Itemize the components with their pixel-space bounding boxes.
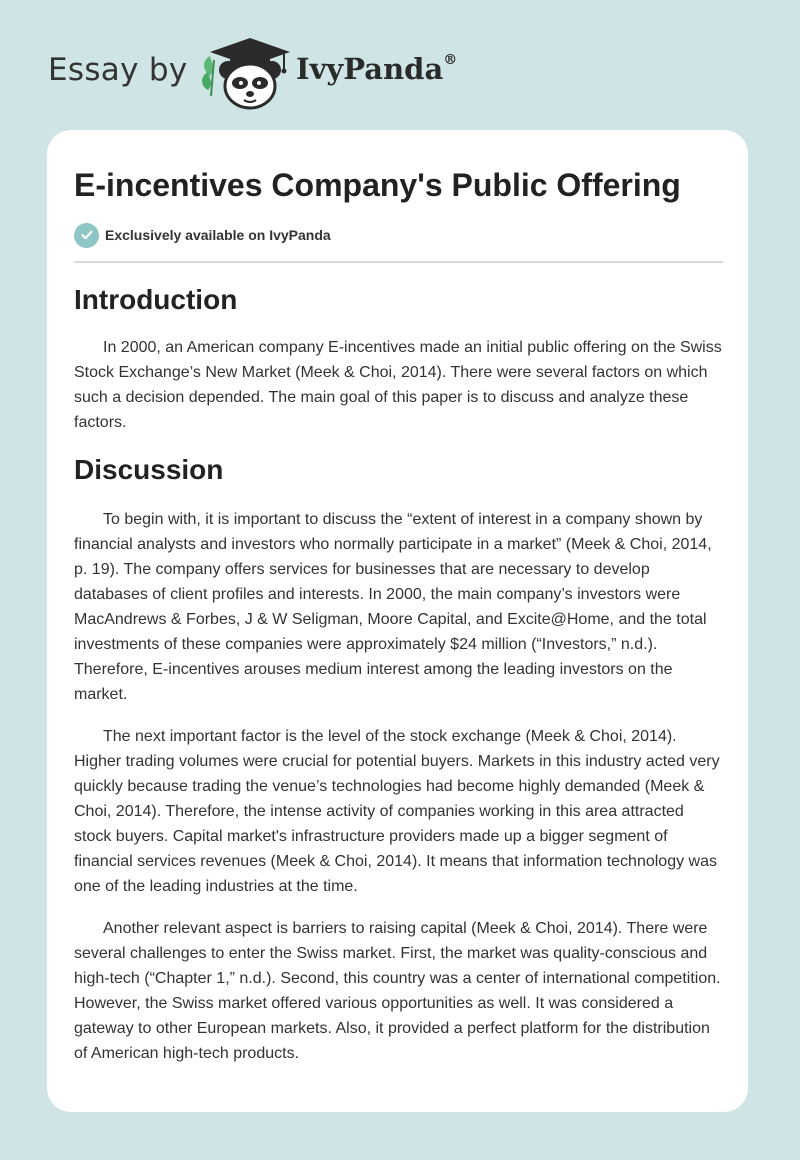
essay-content	[74, 282, 724, 1083]
essay-card	[47, 130, 748, 1112]
brand-name-text: IvyPanda	[296, 52, 444, 86]
registered-mark: ®	[443, 52, 458, 69]
section-heading-introduction: Introduction	[74, 284, 238, 315]
panda-logo-icon[interactable]	[198, 36, 294, 112]
paragraph: The next important factor is the level of the stock exchange (Meek & Choi, 2014). Higher trading volumes were crucial for potential buyers. Markets in this industry acted very quickly because trading the venue’s technologies had become highly demanded (Meek & Choi, 2014). Therefore, the intense activity of companies working in this area attracted stock buyers. Capital market's infrastructure providers made up a bigger segment of financial services revenues (Meek & Choi, 2014). It means that information technology was one of the leading industries at the time.	[74, 727, 720, 895]
check-icon	[74, 223, 99, 248]
divider	[74, 261, 723, 263]
site-header	[0, 0, 800, 130]
paragraph: Another relevant aspect is barriers to raising capital (Meek & Choi, 2014). There were several challenges to enter the Swiss market. First, the market was quality-conscious and high-tech (“Chapter 1,” n.d.). Second, this country was a center of international competition. However, the Swiss market offered various opportunities as well. It was considered a gateway to other European markets. Also, it provided a perfect platform for the distribution of American high-tech products.	[74, 919, 721, 1062]
exclusive-badge-label: Exclusively available on IvyPanda	[105, 227, 331, 243]
paragraph: To begin with, it is important to discuss the “extent of interest in a company shown by financial analysts and investors who normally participate in a market” (Meek & Choi, 2014, p. 19). The company offers services for businesses that are necessary to develop databases of client profiles and interests. In 2000, the main company’s investors were MacAndrews & Forbes, J & W Seligman, Moore Capital, and Excite@Home, and the total investments of these companies were approximately $24 million (“Investors,” n.d.). Therefore, E-incentives arouses medium interest among the leading investors on the market.	[74, 510, 712, 703]
exclusive-badge	[74, 222, 331, 248]
brand-prefix: Essay by	[48, 52, 188, 88]
brand-name[interactable]	[296, 52, 457, 86]
page-title: E-incentives Company's Public Offering	[74, 167, 681, 203]
section-heading-discussion: Discussion	[74, 454, 224, 486]
paragraph: In 2000, an American company E-incentives made an initial public offering on the Swiss Stock Exchange’s New Market (Meek & Choi, 2014). There were several factors on which such a decision depended. The main goal of this paper is to discuss and analyze these factors.	[74, 339, 722, 432]
